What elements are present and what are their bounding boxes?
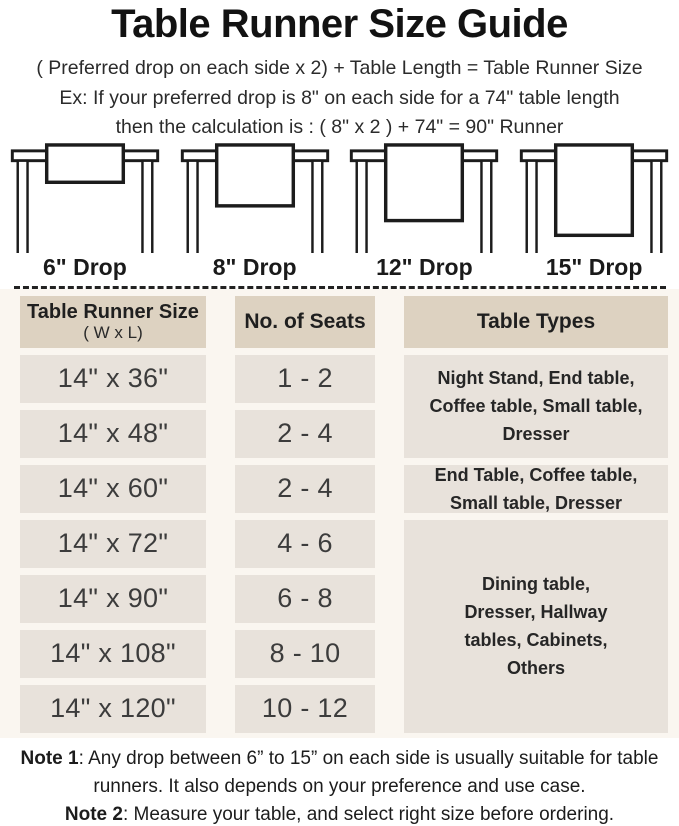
column-header-types: Table Types [404, 296, 668, 348]
drop-label-8in: 8" Drop [212, 253, 297, 280]
table-runner-illustration-6in [0, 143, 170, 253]
table-leg [187, 160, 197, 252]
seats-cell: 8 - 10 [235, 630, 375, 678]
column-header-size-title: Table Runner Size [27, 301, 199, 323]
size-cell: 14" x 60" [20, 465, 206, 513]
size-cell: 14" x 90" [20, 575, 206, 623]
runner-cloth [386, 144, 463, 220]
runner-cloth [216, 144, 293, 205]
header [0, 0, 679, 143]
seats-cell: 4 - 6 [235, 520, 375, 568]
size-cell: 14" x 48" [20, 410, 206, 458]
drop-label-12in: 12" Drop [376, 253, 473, 280]
notes-section [0, 738, 679, 826]
formula-calculation-line: then the calculation is : ( 8" x 2 ) + 74" = 90" Runner [115, 116, 564, 138]
note-2 [6, 801, 673, 826]
table-types-text: Night Stand, End table, Coffee table, Small table, Dresser [429, 368, 643, 444]
drop-illustrations-row [0, 143, 679, 253]
note-2-text: : Measure your table, and select right size before ordering. [122, 803, 615, 825]
size-cell: 14" x 72" [20, 520, 206, 568]
table-leg [312, 160, 322, 252]
size-table [0, 296, 679, 733]
table-leg [357, 160, 367, 252]
column-header-size-subtitle: ( W x L) [83, 323, 143, 342]
page-title: Table Runner Size Guide [111, 2, 568, 46]
formula-line: ( Preferred drop on each side x 2) + Table Length = Table Runner Size [36, 57, 643, 79]
table-with-runner-icon [518, 143, 670, 253]
formula-example-line: Ex: If your preferred drop is 8" on each side for a 74" table length [59, 86, 620, 109]
drop-labels-row [0, 253, 679, 283]
runner-cloth [556, 144, 633, 234]
seats-cell: 2 - 4 [235, 465, 375, 513]
size-table-section [0, 289, 679, 738]
note-2-label: Note 2 [64, 803, 123, 825]
seats-cell: 2 - 4 [235, 410, 375, 458]
note-1-text: : Any drop between 6” to 15” on each side is usually suitable for table runners. It also depends on your preference and use case. [78, 747, 659, 797]
size-cell: 14" x 120" [20, 685, 206, 733]
table-leg [18, 160, 28, 252]
note-1 [6, 745, 673, 801]
runner-cloth [47, 144, 124, 181]
table-types-cell [404, 355, 668, 458]
column-header-size [20, 296, 206, 348]
size-cell: 14" x 108" [20, 630, 206, 678]
table-leg [142, 160, 152, 252]
table-with-runner-icon [179, 143, 331, 253]
table-leg [652, 160, 662, 252]
size-cell: 14" x 36" [20, 355, 206, 403]
table-types-cell [404, 520, 668, 733]
table-runner-illustration-12in [340, 143, 510, 253]
drop-label-15in: 15" Drop [545, 253, 643, 280]
drop-label-6in: 6" Drop [43, 253, 127, 280]
table-types-text: Dining table, Dresser, Hallway tables, Cabinets, Others [464, 574, 608, 678]
column-header-seats: No. of Seats [235, 296, 375, 348]
table-types-cell [404, 465, 668, 513]
table-runner-illustration-15in [509, 143, 679, 253]
table-with-runner-icon [348, 143, 500, 253]
seats-cell: 6 - 8 [235, 575, 375, 623]
table-leg [527, 160, 537, 252]
table-with-runner-icon [9, 143, 161, 253]
note-1-label: Note 1 [20, 747, 79, 769]
seats-cell: 10 - 12 [235, 685, 375, 733]
seats-cell: 1 - 2 [235, 355, 375, 403]
table-leg [482, 160, 492, 252]
table-types-text: End Table, Coffee table, Small table, Dresser [434, 464, 638, 513]
table-runner-illustration-8in [170, 143, 340, 253]
